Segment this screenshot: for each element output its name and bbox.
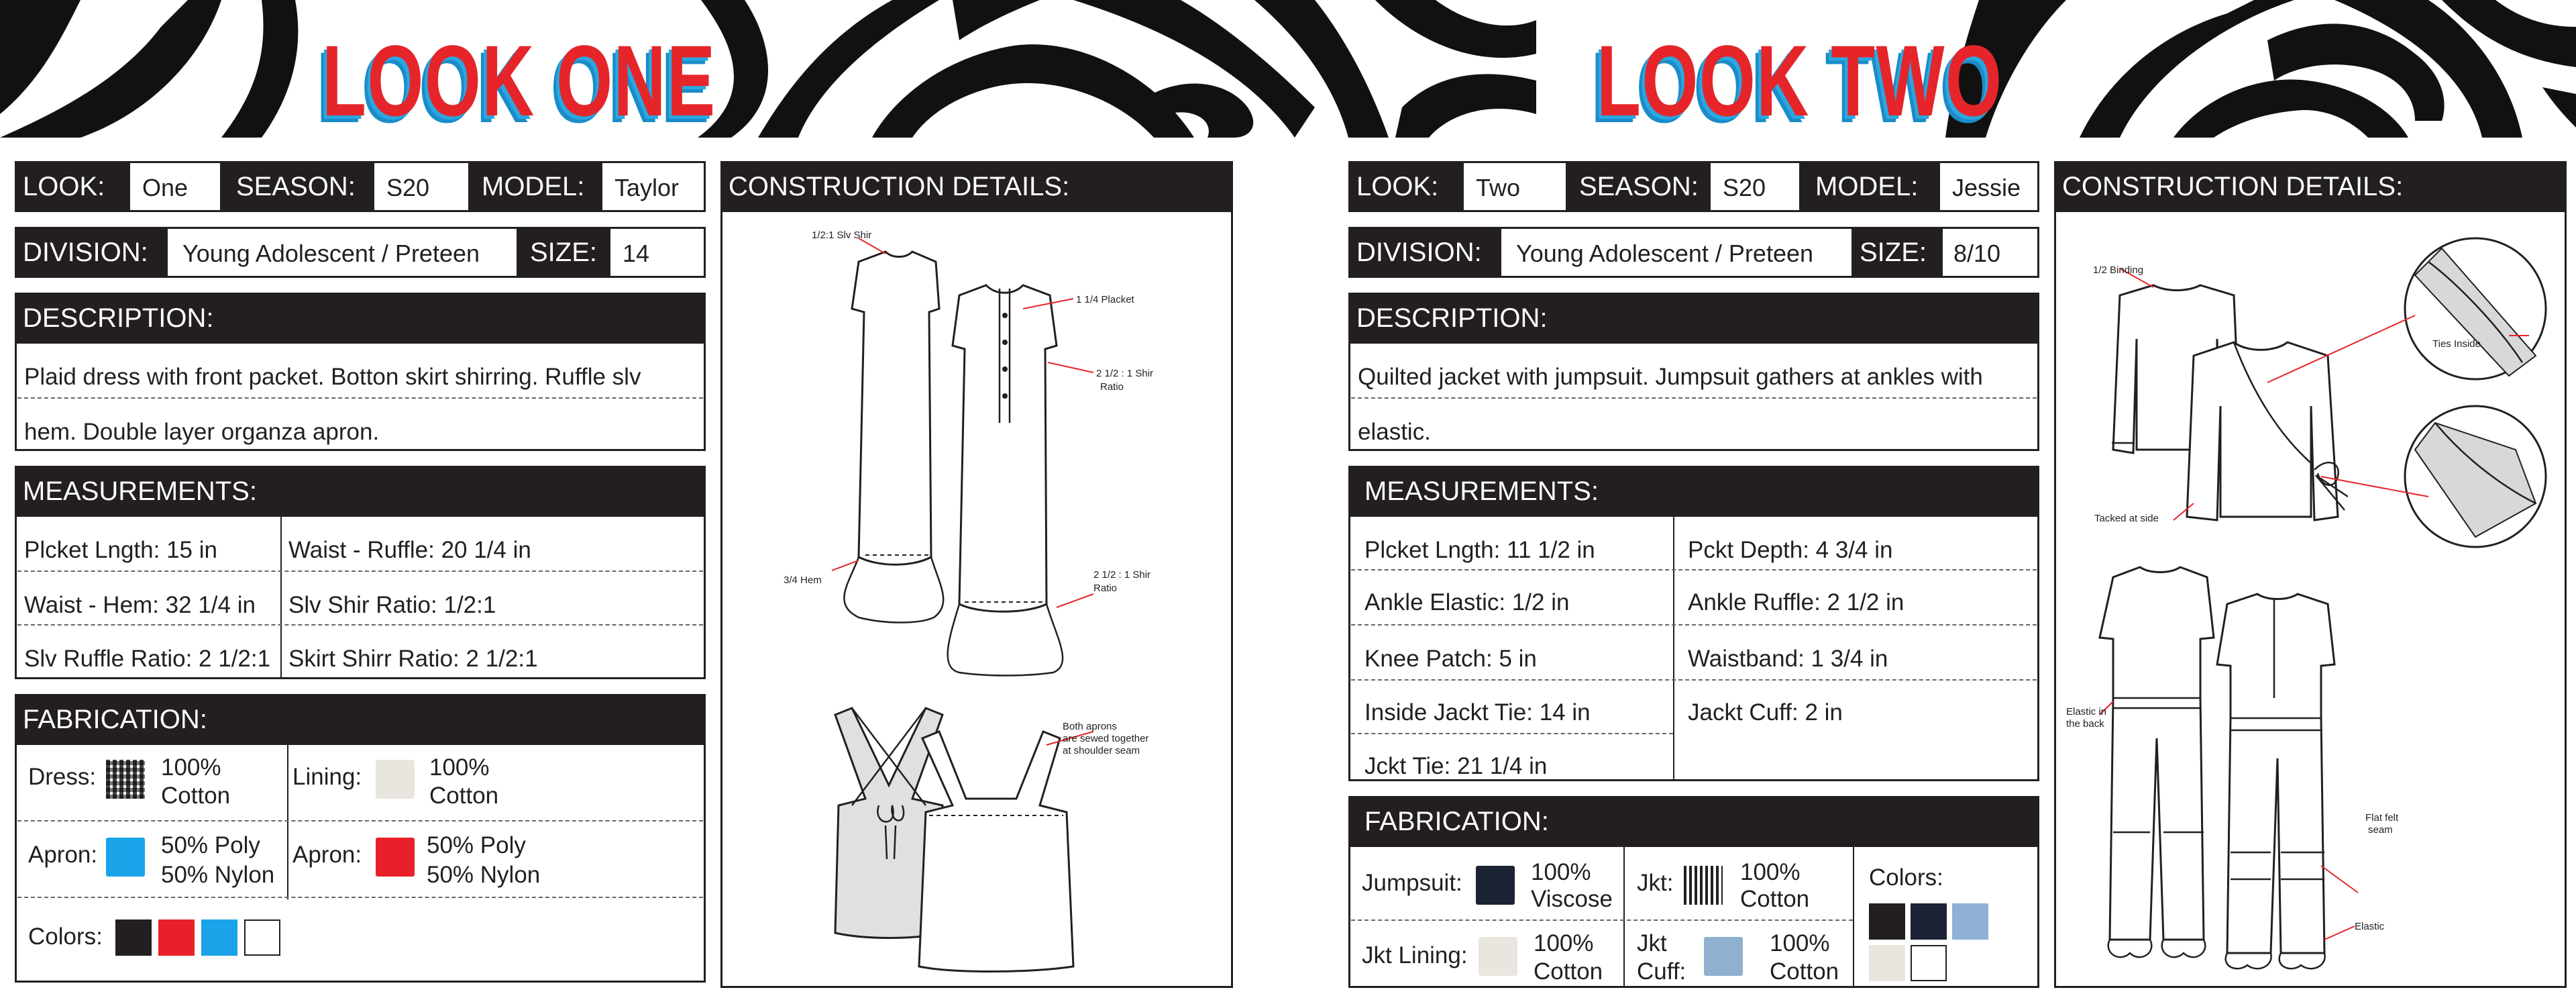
measurement-pocket-depth: Pckt Depth: 4 3/4 in (1688, 537, 1893, 563)
measurement-skirt-shirr-ratio: Skirt Shirr Ratio: 2 1/2:1 (288, 646, 538, 672)
measurement-waistband: Waistband: 1 3/4 in (1688, 646, 1888, 672)
note-binding: 1/2 Binding (2093, 264, 2144, 276)
measurement-ankle-ruffle: Ankle Ruffle: 2 1/2 in (1688, 589, 1904, 615)
fabric-jacket-lining-label: Jkt Lining: (1362, 942, 1468, 968)
description-line-1: Plaid dress with front packet. Botton skirt shirring. Ruffle slv (24, 364, 641, 390)
fabric-apron-line1: 50% Poly (161, 832, 260, 858)
look-label: LOOK: (15, 161, 130, 212)
color-swatch-black (1869, 903, 1905, 940)
fabric-apron-2-line2: 50% Nylon (427, 862, 541, 888)
jacket-stripe-swatch (1684, 866, 1723, 905)
measurement-slv-ruffle-ratio: Slv Ruffle Ratio: 2 1/2:1 (24, 646, 271, 672)
note-elastic: Elastic (2355, 921, 2385, 932)
colors-label: Colors: (1869, 864, 1943, 891)
season-value: S20 (378, 168, 464, 208)
colors-label: Colors: (28, 924, 103, 950)
note-aprons-1: Both aprons (1063, 721, 1117, 732)
fabric-lining-line1: 100% (429, 754, 490, 781)
color-swatch-navy (1911, 903, 1947, 940)
color-swatch-light-blue (1952, 903, 1988, 940)
note-hem: 3/4 Hem (784, 575, 822, 586)
jacket-lining-swatch (1479, 937, 1517, 976)
note-elastic-back-2: the back (2066, 718, 2104, 730)
description-line-2: elastic. (1358, 419, 1431, 445)
fabrication-label: FABRICATION: (15, 694, 706, 745)
lining-swatch (376, 760, 415, 799)
fabric-dress-line1: 100% (161, 754, 221, 781)
jumpsuit-swatch (1476, 866, 1515, 905)
measurement-jacket-cuff: Jackt Cuff: 2 in (1688, 699, 1843, 726)
divider (17, 397, 703, 399)
color-swatch-blue (201, 919, 237, 956)
note-shir-ratio-a2: Ratio (1100, 381, 1124, 393)
measurement-slv-shir-ratio: Slv Shir Ratio: 1/2:1 (288, 592, 496, 618)
note-placket: 1 1/4 Placket (1076, 294, 1134, 305)
note-elastic-back-1: Elastic in (2066, 706, 2107, 717)
fabric-jacket-line2: Cotton (1740, 886, 1810, 912)
size-value: 8/10 (1945, 234, 2035, 274)
fabric-apron-label: Apron: (28, 842, 98, 868)
fabric-apron-line2: 50% Nylon (161, 862, 275, 888)
measurement-knee-patch: Knee Patch: 5 in (1364, 646, 1537, 672)
note-aprons-3: at shoulder seam (1063, 745, 1140, 756)
color-swatch-black (115, 919, 152, 956)
fabric-jumpsuit-line1: 100% (1531, 859, 1591, 885)
description-label: DESCRIPTION: (15, 293, 706, 344)
measurement-placket-length: Plcket Lngth: 15 in (24, 537, 217, 563)
measurements-label: MEASUREMENTS: (1348, 466, 2039, 517)
measurement-waist-ruffle: Waist - Ruffle: 20 1/4 in (288, 537, 531, 563)
description-line-1: Quilted jacket with jumpsuit. Jumpsuit gathers at ankles with (1358, 364, 1983, 390)
note-shir-ratio-a1: 2 1/2 : 1 Shir (1096, 368, 1154, 379)
look-label: LOOK: (1348, 161, 1464, 212)
size-value: 14 (614, 234, 702, 274)
color-swatch-white (1911, 945, 1947, 981)
divider (17, 624, 703, 626)
division-label: DIVISION: (15, 227, 168, 278)
fabric-jacket-lining-line2: Cotton (1534, 958, 1603, 985)
fabric-dress-line2: Cotton (161, 783, 231, 809)
divider (1351, 569, 2037, 570)
note-flat-felt-1: Flat felt (2365, 812, 2399, 824)
construction-label: CONSTRUCTION DETAILS: (720, 161, 1233, 212)
divider (17, 897, 703, 898)
look-value: Two (1468, 168, 1562, 208)
fabrication-label: FABRICATION: (1348, 796, 2039, 847)
fabric-jacket-cuff-line1: 100% (1770, 930, 1830, 956)
fabric-lining-line2: Cotton (429, 783, 499, 809)
divider (1853, 847, 1854, 987)
divider (287, 745, 288, 899)
divider (1673, 517, 1674, 780)
model-value: Jessie (1944, 168, 2035, 208)
fabric-apron-2-label: Apron: (292, 842, 362, 868)
fabric-jacket-cuff-label-1: Jkt (1637, 930, 1667, 956)
divider (1623, 847, 1625, 987)
fabric-jumpsuit-line2: Viscose (1531, 886, 1613, 912)
jumpsuit-flat-sketch (2093, 564, 2375, 973)
color-swatch-white (244, 919, 280, 956)
fabric-apron-2-line1: 50% Poly (427, 832, 526, 858)
color-swatch-red (158, 919, 195, 956)
look-two-title: LOOK TWO (1597, 24, 2003, 137)
measurement-waist-hem: Waist - Hem: 32 1/4 in (24, 592, 256, 618)
divider (1351, 919, 1853, 921)
color-swatch-cream (1869, 945, 1905, 981)
fabric-jacket-cuff-line2: Cotton (1770, 958, 1839, 985)
measurement-inside-jacket-tie: Inside Jackt Tie: 14 in (1364, 699, 1591, 726)
plaid-swatch (106, 760, 145, 799)
season-label: SEASON: (1566, 161, 1711, 212)
fabric-jacket-line1: 100% (1740, 859, 1801, 885)
fabric-jumpsuit-label: Jumpsuit: (1362, 870, 1462, 896)
season-label: SEASON: (220, 161, 374, 212)
construction-label: CONSTRUCTION DETAILS: (2054, 161, 2567, 212)
note-tacked: Tacked at side (2094, 513, 2159, 524)
divider (17, 820, 703, 821)
note-aprons-2: are sewed together (1063, 733, 1149, 744)
look-one-title: LOOK ONE (322, 24, 716, 137)
note-shir-ratio-b2: Ratio (1093, 583, 1118, 594)
fabric-jacket-lining-line1: 100% (1534, 930, 1594, 956)
apron-red-swatch (376, 838, 415, 877)
size-label: SIZE: (517, 227, 610, 278)
look-value: One (134, 168, 216, 208)
jacket-cuff-swatch (1704, 937, 1743, 976)
divider (1351, 624, 2037, 626)
model-label: MODEL: (1799, 161, 1940, 212)
dress-flat-sketch (758, 221, 1214, 705)
fabric-lining-label: Lining: (292, 764, 362, 790)
season-value: S20 (1715, 168, 1795, 208)
divider (280, 517, 282, 678)
fabric-jacket-label: Jkt: (1637, 870, 1674, 896)
divider (1351, 733, 1673, 734)
measurement-placket-length: Plcket Lngth: 11 1/2 in (1364, 537, 1595, 563)
measurements-label: MEASUREMENTS: (15, 466, 706, 517)
note-shir-ratio-b1: 2 1/2 : 1 Shir (1093, 569, 1151, 581)
division-value: Young Adolescent / Preteen (1505, 234, 1841, 274)
apron-blue-swatch (106, 838, 145, 877)
division-value: Young Adolescent / Preteen (172, 234, 507, 274)
note-slv-shir: 1/2:1 Slv Shir (812, 230, 872, 241)
divider (17, 570, 703, 572)
divider (1351, 397, 2037, 399)
size-label: SIZE: (1851, 227, 1943, 278)
measurement-ankle-elastic: Ankle Elastic: 1/2 in (1364, 589, 1570, 615)
fabric-dress-label: Dress: (28, 764, 97, 790)
note-flat-felt-2: seam (2368, 824, 2393, 836)
measurement-jacket-tie: Jckt Tie: 21 1/4 in (1364, 753, 1548, 779)
description-line-2: hem. Double layer organza apron. (24, 419, 380, 445)
division-label: DIVISION: (1348, 227, 1501, 278)
note-ties-inside: Ties Inside (2432, 338, 2481, 350)
model-label: MODEL: (468, 161, 602, 212)
fabric-jacket-cuff-label-2: Cuff: (1637, 958, 1686, 985)
divider (1351, 679, 2037, 681)
model-value: Taylor (606, 168, 700, 208)
description-label: DESCRIPTION: (1348, 293, 2039, 344)
